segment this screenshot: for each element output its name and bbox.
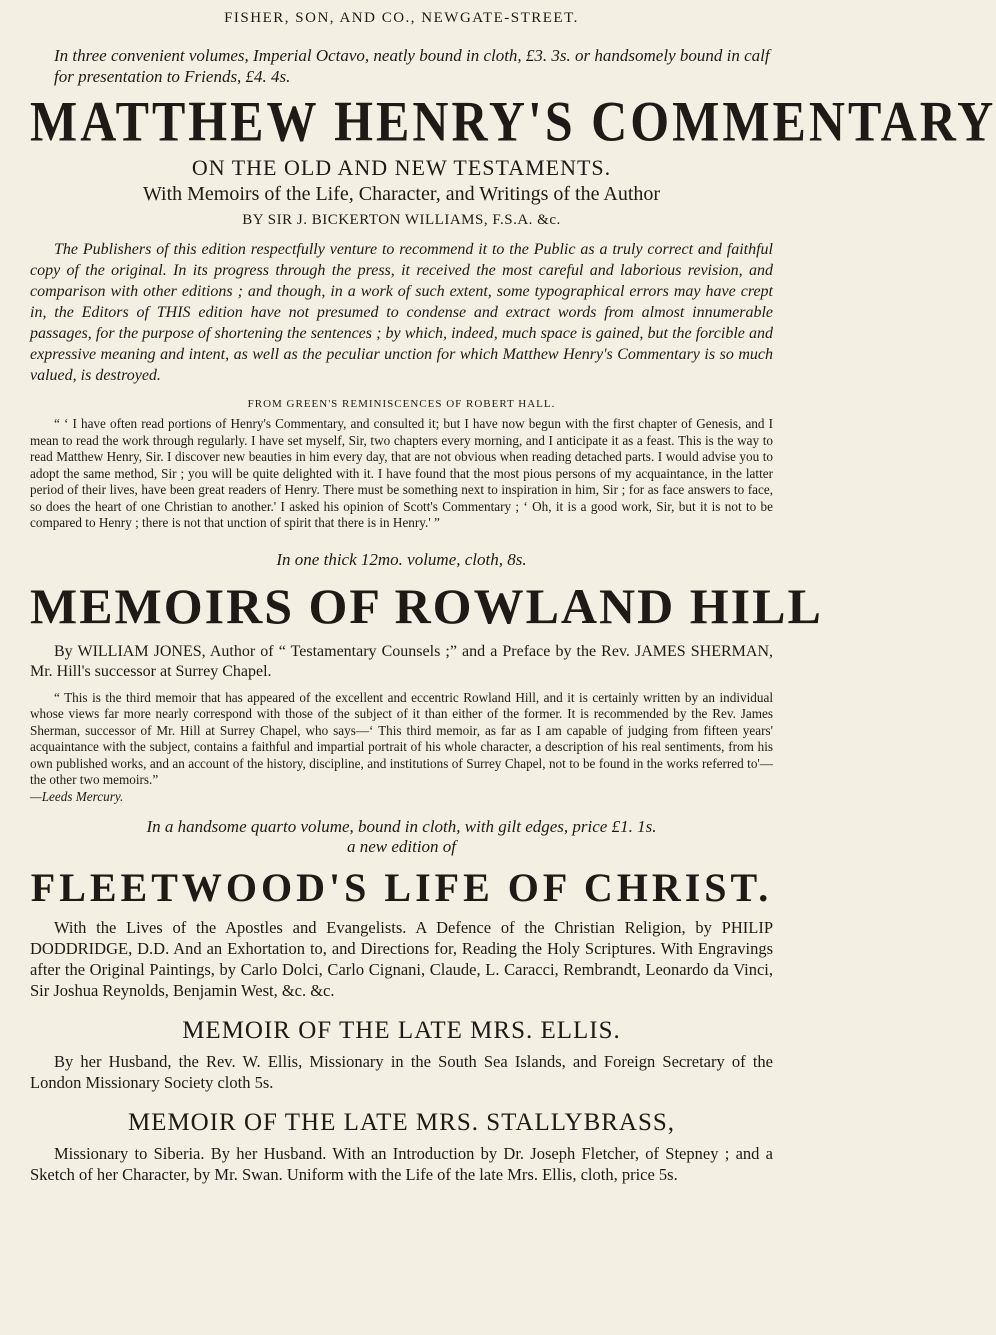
rowland-byline: By WILLIAM JONES, Author of “ Testamentary Counsels ;” and a Preface by the Rev. JAMES SHERMAN, Mr. Hill's successor at Surrey Chapel. [30,642,773,680]
fleetwood-ad [30,817,773,1001]
ellis-title: MEMOIR OF THE LATE MRS. ELLIS. [182,1017,621,1044]
fleetwood-body: With the Lives of the Apostles and Evangelists. A Defence of the Christian Religion, by PHILIP DODDRIDGE, D.D. And an Exhortation to, and Directions for, Reading the Holy Scriptures. With Engravings after the Original Paintings, by Carlo Dolci, Carlo Cignani, Claude, L. Caracci, Rembrandt, Leonardo da Vinci, Sir Joshua Reynolds, Benjamin West, &c. &c. [30,918,773,1000]
henry-quote-heading: FROM GREEN'S REMINISCENCES OF ROBERT HALL. [247,398,556,410]
rowland-intro: In one thick 12mo. volume, cloth, 8s. [276,549,527,569]
rowland-review [30,690,773,806]
running-head: FISHER, SON, AND CO., NEWGATE-STREET. [224,10,579,26]
stallybrass-memoir-ad [30,1109,773,1185]
rowland-title: MEMOIRS OF ROWLAND HILL [30,577,823,634]
henry-subtitle: ON THE OLD AND NEW TESTAMENTS. [191,155,612,180]
ellis-memoir-ad [30,1017,773,1093]
henry-quote: “ ‘ I have often read portions of Henry's Commentary, and consulted it; but I have now begun with the first chapter of Genesis, and I mean to read the work through regularly. I have set myself, Sir, two chapters every morning, and I anticipate it as a feast. This is the way to read Matthew Henry, Sir. I discover new beauties in him every day, that are not obvious when reading detached parts. I would advise you to adopt the same method, Sir ; you will be quite delighted with it. I have found that the most pious persons of my acquaintance, in the latter period of their lives, have been great readers of Henry. There must be something next to inspiration in him, Sir ; for as face answers to face, so does the heart of one Christian to another.' I asked his opinion of Scott's Commentary ; ‘ Oh, it is a good work, Sir, but it is not to be compared to Henry ; there is not that unction of spirit that there is in Henry.' ” [30,416,773,530]
stallybrass-title: MEMOIR OF THE LATE MRS. STALLYBRASS, [127,1109,676,1136]
henry-title: MATTHEW HENRY'S COMMENTARY [30,88,996,154]
henry-memoir-line: With Memoirs of the Life, Character, and Writings of the Author [142,183,661,205]
henry-author-line: BY SIR J. BICKERTON WILLIAMS, F.S.A. &c. [242,212,561,228]
ellis-body: By her Husband, the Rev. W. Ellis, Missionary in the South Sea Islands, and Foreign Secretary of the London Missionary Society cloth 5s. [30,1052,773,1092]
henry-intro: In three convenient volumes, Imperial Octavo, neatly bound in cloth, £3. 3s. or handsomely bound in calf for presentation to Friends, £4. 4s. [54,46,770,86]
fleetwood-intro-line2: a new edition of [346,837,457,856]
henry-publishers-note: The Publishers of this edition respectfully venture to recommend it to the Public as a truly correct and faithful copy of the original. In its progress through the press, it received the most careful and laborious revision, and comparison with other editions ; and though, in a work of such extent, some typographical errors may have crept in, the Editors of THIS edition have not presumed to condense and extract words from almost innumerable passages, for the purpose of shortening the sentences ; by which, indeed, much space is gained, but the forcible and expressive meaning and intent, as well as the peculiar unction for which Matthew Henry's Commentary is so much valued, is destroyed. [30,241,773,384]
rowland-review-source: —Leeds Mercury. [30,788,124,804]
fleetwood-intro-line1: In a handsome quarto volume, bound in cloth, with gilt edges, price £1. 1s. [146,817,657,836]
rowland-review-text: “ This is the third memoir that has appeared of the excellent and eccentric Rowland Hill, and it is certainly written by an individual whose views far more nearly correspond with those of the subject of it than either of the former. It is recommended by the Rev. James Sherman, successor of Mr. Hill at Surrey Chapel, who says—‘ This third memoir, as far as I am capable of judging from fifteen years' acquaintance with the subject, contains a faithful and impartial portrait of his whole character, a description of his real sentiments, from his own published works, and an account of the history, discipline, and institutions of Surrey Chapel, not to be found in the works referred to'—the other two memoirs.” [30,689,773,787]
rowland-hill-ad [30,549,823,806]
fleetwood-title: FLEETWOOD'S LIFE OF CHRIST. [30,865,773,910]
henry-commentary-ad [30,45,996,532]
stallybrass-body: Missionary to Siberia. By her Husband. With an Introduction by Dr. Joseph Fletcher, of Stepney ; and a Sketch of her Character, by Mr. Swan. Uniform with the Life of the late Mrs. Ellis, cloth, price 5s. [30,1144,773,1184]
